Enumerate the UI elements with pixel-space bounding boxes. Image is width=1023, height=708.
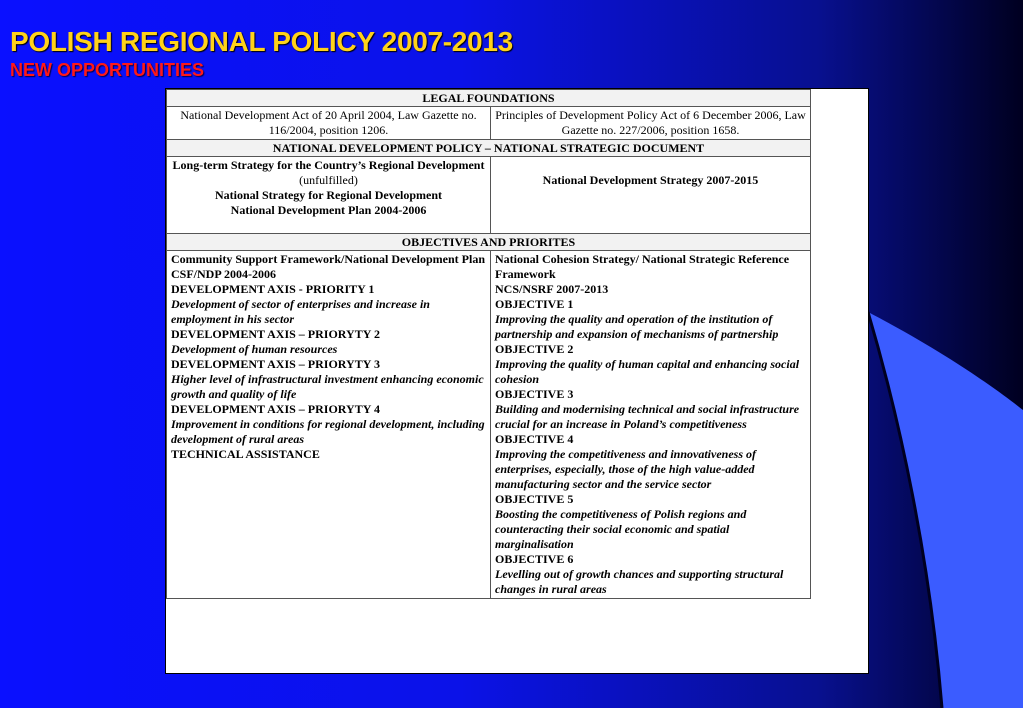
- list-item: DEVELOPMENT AXIS – PRIORYTY 4: [171, 402, 380, 416]
- development-plan-text: National Development Plan 2004-2006: [230, 203, 427, 217]
- list-item: Improving the quality and operation of the institution of partnership and expansion of mechanisms of partnership: [495, 312, 779, 341]
- list-item: Development of human resources: [171, 342, 338, 356]
- ncs-nsrf-list: [495, 252, 806, 597]
- list-item: DEVELOPMENT AXIS – PRIORYTY 2: [171, 327, 380, 341]
- objectives-right: [491, 251, 811, 599]
- list-item: Improving the quality of human capital and enhancing social cohesion: [495, 357, 800, 386]
- slide-title: POLISH REGIONAL POLICY 2007-2013: [10, 26, 513, 57]
- content-panel: [165, 88, 869, 674]
- list-item: Boosting the competitiveness of Polish regions and counteracting their social economic and spatial marginalisation: [495, 507, 747, 551]
- list-item: Levelling out of growth chances and supporting structural changes in rural areas: [495, 567, 784, 596]
- list-item: OBJECTIVE 3: [495, 387, 574, 401]
- legal-foundations-right: Principles of Development Policy Act of 6 December 2006, Law Gazette no. 227/2006, position 1658.: [491, 107, 811, 140]
- national-policy-row: [167, 157, 811, 234]
- list-item: NCS/NSRF 2007-2013: [495, 282, 609, 296]
- national-policy-header: NATIONAL DEVELOPMENT POLICY – NATIONAL STRATEGIC DOCUMENT: [167, 140, 811, 157]
- list-item: OBJECTIVE 2: [495, 342, 574, 356]
- list-item: Higher level of infrastructural investment enhancing economic growth and quality of life: [171, 372, 484, 401]
- national-policy-header-row: [167, 140, 811, 157]
- objectives-header-row: [167, 234, 811, 251]
- regional-strategy-text: National Strategy for Regional Development: [214, 188, 443, 202]
- long-term-strategy-text: Long-term Strategy for the Country’s Regional Development: [172, 158, 485, 172]
- national-policy-left: [167, 157, 491, 234]
- list-item: Improvement in conditions for regional development, including development of rural areas: [171, 417, 485, 446]
- csf-ndp-list: [171, 252, 486, 462]
- list-item: CSF/NDP 2004-2006: [171, 267, 276, 281]
- list-item: Community Support Framework/National Development Plan: [171, 252, 485, 266]
- national-policy-right: National Development Strategy 2007-2015: [491, 157, 811, 234]
- list-item: OBJECTIVE 6: [495, 552, 574, 566]
- slide-subtitle: NEW OPPORTUNITIES: [10, 60, 205, 80]
- legal-foundations-header-row: [167, 90, 811, 107]
- list-item: Improving the competitiveness and innovativeness of enterprises, especially, those of the high value-added manufacturing sector and the service sector: [495, 447, 756, 491]
- legal-foundations-left: National Development Act of 20 April 2004, Law Gazette no. 116/2004, position 1206.: [167, 107, 491, 140]
- objectives-left: [167, 251, 491, 599]
- list-item: TECHNICAL ASSISTANCE: [171, 447, 320, 461]
- legal-foundations-row: [167, 107, 811, 140]
- list-item: DEVELOPMENT AXIS - PRIORITY 1: [171, 282, 375, 296]
- list-item: DEVELOPMENT AXIS – PRIORYTY 3: [171, 357, 380, 371]
- objectives-row: [167, 251, 811, 599]
- list-item: OBJECTIVE 1: [495, 297, 574, 311]
- policy-table: [166, 89, 811, 599]
- list-item: OBJECTIVE 5: [495, 492, 574, 506]
- list-item: Building and modernising technical and social infrastructure crucial for an increase in Poland’s competitiveness: [495, 402, 800, 431]
- list-item: National Cohesion Strategy/ National Strategic Reference Framework: [495, 252, 790, 281]
- objectives-header: OBJECTIVES AND PRIORITES: [167, 234, 811, 251]
- list-item: Development of sector of enterprises and increase in employment in his sector: [171, 297, 430, 326]
- unfulfilled-note: (unfulfilled): [299, 173, 358, 187]
- list-item: OBJECTIVE 4: [495, 432, 574, 446]
- legal-foundations-header: LEGAL FOUNDATIONS: [167, 90, 811, 107]
